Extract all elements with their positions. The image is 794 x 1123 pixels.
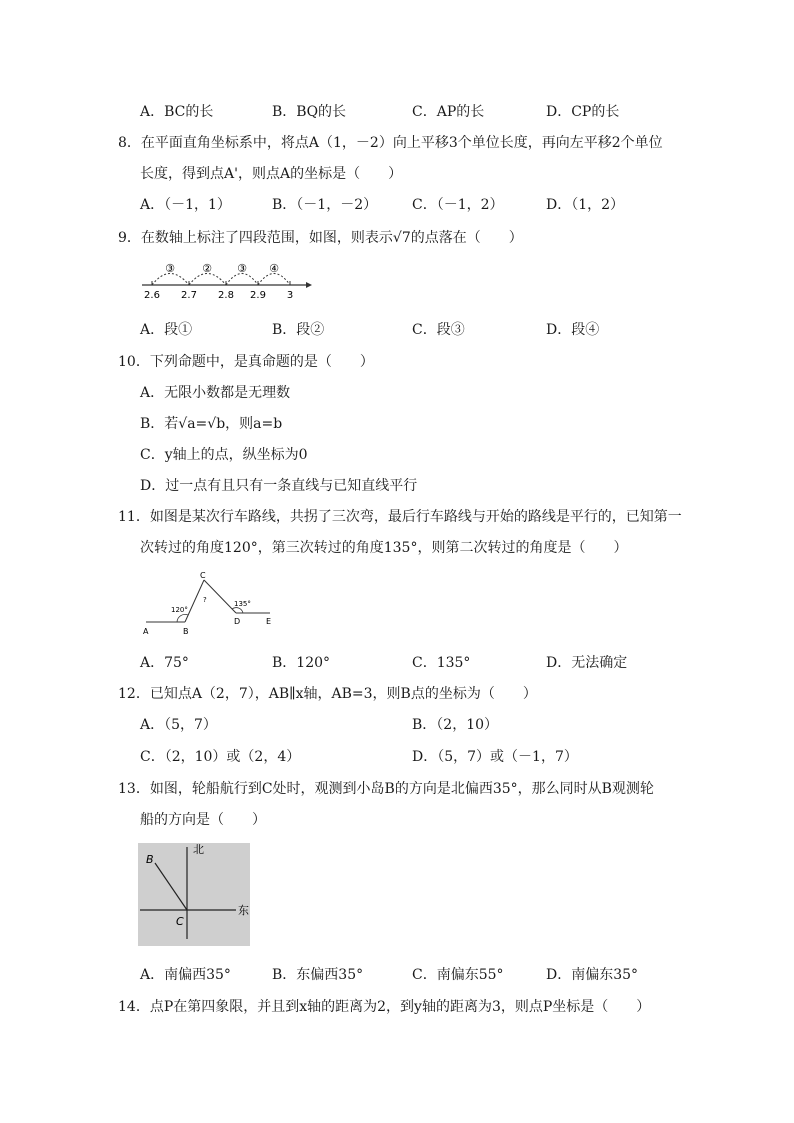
angle-label-135: 135° (234, 600, 251, 608)
q8-stem-line2: 长度，得到点A'，则点A的坐标是（ ） (140, 166, 403, 182)
tick-label-26: 2.6 (144, 290, 160, 301)
q11-option-a: A．75° (140, 655, 189, 671)
q9-option-b: B．段② (272, 322, 325, 338)
q10-option-b: B．若√a=√b，则a=b (140, 416, 283, 432)
segment-arc-4 (258, 274, 290, 286)
point-label-e: E (266, 617, 272, 626)
point-label-a: A (143, 627, 149, 636)
number-line-figure (140, 258, 315, 302)
q10-option-c: C．y轴上的点，纵坐标为0 (140, 447, 308, 463)
q7-option-d: D．CP的长 (546, 104, 620, 120)
q11-option-d: D．无法确定 (546, 655, 628, 671)
q13-stem-line2: 船的方向是（ ） (140, 812, 266, 828)
q11-stem-line2: 次转过的角度120°，第三次转过的角度135°，则第二次转过的角度是（ ） (140, 540, 628, 556)
q8-stem-line1: 8．在平面直角坐标系中，将点A（1，－2）向上平移3个单位长度，再向左平移2个单位 (118, 135, 663, 151)
q11-stem-line1: 11．如图是某次行车路线，共拐了三次弯，最后行车路线与开始的路线是平行的，已知第一 (118, 509, 682, 525)
point-label-b: B (183, 627, 189, 636)
route-segment-cd (204, 580, 236, 613)
segment-arc-1 (152, 274, 189, 286)
segment-label-2: ② (202, 262, 212, 275)
q9-stem-line1: 9．在数轴上标注了四段范围，如图，则表示√7的点落在（ ） (118, 230, 523, 246)
tick-label-27: 2.7 (181, 290, 197, 301)
point-label-c: C (200, 571, 206, 580)
segment-label-3: ③ (237, 262, 247, 275)
point-label-d: D (234, 617, 241, 626)
q9-option-d: D．段④ (546, 322, 600, 338)
q7-option-c: C．AP的长 (412, 104, 485, 120)
segment-arc-3 (226, 274, 258, 286)
north-label: 北 (193, 843, 204, 856)
q13-option-b: B．东偏西35° (272, 967, 364, 983)
q10-option-d: D．过一点有且只有一条直线与已知直线平行 (140, 478, 418, 494)
q9-option-c: C．段③ (412, 322, 465, 338)
q8-option-b: B．（－1，－2） (272, 197, 378, 213)
angle-label-120: 120° (171, 606, 188, 614)
q12-option-a: A．（5，7） (140, 717, 217, 733)
route-figure (140, 568, 280, 638)
q8-option-a: A．（－1，1） (140, 197, 231, 213)
q9-option-a: A．段① (140, 322, 193, 338)
q13-stem-line1: 13．如图，轮船航行到C处时，观测到小岛B的方向是北偏西35°，那么同时从B观测轮 (118, 781, 654, 797)
q11-option-c: C．135° (412, 655, 471, 671)
bearing-figure-background (138, 843, 250, 946)
q7-option-b: B．BQ的长 (272, 104, 347, 120)
tick-label-3: 3 (286, 290, 294, 301)
q7-option-a: A．BC的长 (140, 104, 214, 120)
q10-stem: 10．下列命题中，是真命题的是（ ） (118, 354, 374, 370)
q14-stem: 14．点P在第四象限，并且到x轴的距离为2，到y轴的距离为3，则点P坐标是（ ） (118, 999, 651, 1015)
q12-stem: 12．已知点A（2，7），AB∥x轴，AB=3，则B点的坐标为（ ） (118, 686, 537, 702)
number-line-arrow (306, 282, 312, 288)
q13-option-c: C．南偏东55° (412, 967, 504, 983)
segment-label-1: ③ (165, 262, 175, 275)
tick-label-29: 2.9 (250, 290, 266, 301)
q13-option-d: D．南偏东35° (546, 967, 639, 983)
point-label-c: C (176, 915, 184, 928)
segment-label-4: ④ (269, 262, 279, 275)
route-segment-bc (185, 580, 204, 622)
q10-option-a: A．无限小数都是无理数 (140, 385, 291, 401)
angle-label-unknown: ? (203, 596, 207, 604)
q12-option-b: B．（2，10） (412, 717, 499, 733)
segment-arc-2 (189, 274, 226, 286)
q11-option-b: B．120° (272, 655, 331, 671)
bearing-figure (138, 843, 250, 946)
q8-option-d: D．（1，2） (546, 197, 625, 213)
point-label-b: B (146, 853, 154, 866)
tick-label-28: 2.8 (218, 290, 234, 301)
q13-option-a: A．南偏西35° (140, 967, 231, 983)
q12-option-c: C．（2，10）或（2，4） (140, 749, 301, 765)
q8-option-c: C．（－1，2） (412, 197, 504, 213)
q12-option-d: D．（5，7）或（－1，7） (412, 749, 578, 765)
east-label: 东 (238, 904, 249, 917)
